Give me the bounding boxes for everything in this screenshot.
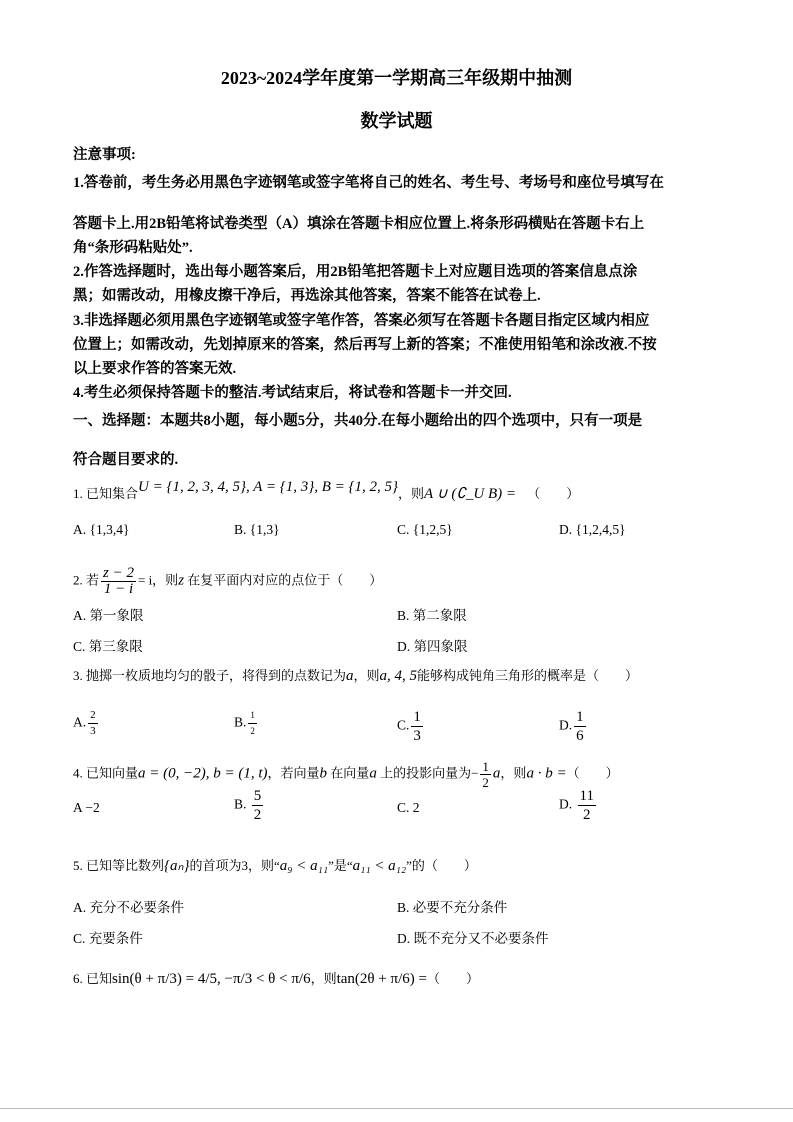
denominator: 2 (582, 807, 591, 823)
denominator: 2 (482, 775, 489, 790)
answer-paren: （ ） (527, 486, 580, 501)
q3-option-b (234, 708, 259, 739)
q4-option-c: C. 2 (397, 800, 420, 815)
q6-target: tan(2θ + π/6) = (336, 971, 428, 987)
q1-stem: 1. 已知集合 (73, 486, 139, 501)
q2-option-a: A. 第一象限 (73, 608, 144, 623)
q2-stem: 2. 若 (73, 572, 100, 588)
option-value: −2 (85, 800, 100, 815)
numerator: 1 (248, 708, 257, 724)
q2-eq: = i，则 (137, 572, 179, 588)
note-line: 以上要求作答的答案无效. (73, 361, 237, 377)
q3-option-a (73, 708, 100, 739)
page-bottom-divider (0, 1108, 793, 1109)
option-label: B. (234, 714, 247, 730)
question-6 (73, 970, 479, 988)
q5-mid: 的首项为3，则“ (189, 858, 280, 873)
answer-paren: （ ） (427, 971, 480, 986)
answer-paren: （ ） (566, 765, 619, 781)
q2-option-c: C. 第三象限 (73, 639, 143, 654)
q6-stem: 6. 已知 (73, 971, 113, 986)
q2-option-b: B. 第二象限 (397, 608, 467, 623)
q4-dot: a · b = (526, 765, 567, 782)
exam-title: 2023~2024学年度第一学期高三年级期中抽测 (220, 68, 573, 88)
q5-rest: ”的（ ） (406, 858, 477, 873)
q4-option-a (73, 800, 100, 816)
question-4 (73, 759, 619, 790)
q3-option-c (397, 708, 425, 745)
denominator: 6 (576, 728, 584, 744)
section-heading: 符合题目要求的. (73, 452, 179, 468)
question-3 (73, 667, 638, 685)
note-line: 2.作答选择题时，选出每小题答案后，用2B铅笔把答题卡上对应题目选项的答案信息点涂 (73, 264, 638, 280)
q1-option-d: D. {1,2,4,5} (559, 522, 626, 537)
q6-condition: sin(θ + π/3) = 4/5, −π/3 < θ < π/6 (112, 971, 311, 987)
q4-mid: ，若向量 (267, 765, 320, 781)
q5-mid2: ”是“ (328, 858, 353, 873)
q1-option-a: A. {1,3,4} (73, 522, 130, 537)
question-5 (73, 857, 477, 875)
q4-mid4: ，则 (500, 765, 527, 781)
note-line: 角“条形码粘贴处”. (73, 240, 193, 256)
q5-option-b: B. 必要不充分条件 (397, 900, 508, 915)
numerator: 11 (579, 788, 594, 804)
option-label: A. (73, 714, 87, 730)
question-1 (73, 479, 580, 503)
q2-z: z (178, 572, 185, 589)
q1-math: U = {1, 2, 3, 4, 5}, A = {1, 3}, B = {1, 2, 5} (138, 479, 398, 495)
q6-mid: ，则 (310, 971, 337, 986)
q5-option-c: C. 充要条件 (73, 931, 143, 946)
question-2 (73, 566, 382, 597)
note-line: 4.考生必须保持答题卡的整洁.考试结束后，将试卷和答题卡一并交回. (73, 385, 512, 401)
q5-option-d: D. 既不充分又不必要条件 (397, 931, 549, 946)
numerator: 1 (482, 759, 489, 774)
q1-math2: A ∪ (∁_U B) = (424, 486, 517, 502)
q5-stem: 5. 已知等比数列 (73, 858, 165, 873)
q4-mid3: 上的投影向量为 (376, 765, 472, 781)
numerator: 2 (88, 708, 98, 724)
q3-mid: ，则 (353, 668, 380, 683)
q1-option-b: B. {1,3} (234, 522, 280, 537)
q2-denominator: 1 − i (103, 581, 134, 597)
q4-a: a (369, 765, 377, 782)
q3-math: a, 4, 5 (379, 668, 418, 684)
note-line: 3.非选择题必须用黑色字迹钢笔或签字笔作答，答案必须写在答题卡各题目指定区域内相应 (73, 313, 650, 329)
q3-stem: 3. 抛掷一枚质地均匀的骰子，将得到的点数记为 (73, 668, 347, 683)
denominator: 3 (90, 725, 96, 737)
option-label: D. (559, 717, 573, 733)
note-line: 答题卡上.用2B铅笔将试卷类型（A）填涂在答题卡相应位置上.将条形码横贴在答题卡右上 (73, 216, 645, 232)
q2-option-d: D. 第四象限 (397, 639, 468, 654)
q4-neg: − (471, 765, 479, 781)
q4-a2: a (492, 765, 501, 782)
option-label: C. (397, 717, 410, 733)
q4-option-d (559, 787, 598, 824)
q4-mid2: 在向量 (327, 765, 370, 781)
notes-heading: 注意事项: (73, 147, 136, 163)
q5-cond2: a₁₁ < a₁₂ (352, 858, 407, 874)
denominator: 2 (250, 726, 255, 736)
option-label: D. (559, 796, 573, 812)
q4-b: b (319, 765, 328, 782)
note-line: 位置上；如需改动，先划掉原来的答案，然后再写上新的答案；不准使用铅笔和涂改液.不按 (73, 337, 657, 353)
exam-subtitle: 数学试题 (360, 111, 433, 131)
option-label: B. (234, 796, 247, 812)
q5-cond1: a₉ < a₁₁ (279, 858, 329, 874)
q5-seq: {aₙ} (164, 858, 190, 874)
denominator: 3 (413, 728, 421, 744)
q3-a: a (346, 668, 354, 684)
section-heading: 一、选择题：本题共8小题，每小题5分，共40分.在每小题给出的四个选项中，只有一项是 (73, 413, 643, 429)
numerator: 1 (413, 709, 421, 725)
numerator: 1 (576, 709, 584, 725)
q5-option-a: A. 充分不必要条件 (73, 900, 184, 915)
denominator: 2 (253, 807, 262, 823)
q1-option-c: C. {1,2,5} (397, 522, 453, 537)
q2-rest: 在复平面内对应的点位于（ ） (184, 572, 383, 588)
q3-option-d (559, 708, 588, 745)
q3-rest: 能够构成钝角三角形的概率是（ ） (417, 668, 639, 683)
q4-option-b (234, 787, 265, 824)
note-line: 黑；如需改动，用橡皮擦干净后，再选涂其他答案，答案不能答在试卷上. (73, 288, 541, 304)
option-label: A (73, 800, 83, 815)
q1-mid: ，则 (398, 486, 425, 501)
note-line: 1.答卷前，考生务必用黑色字迹钢笔或签字笔将自己的姓名、考生号、考场号和座位号填写在 (73, 175, 664, 191)
numerator: 5 (253, 788, 262, 804)
q2-numerator: z − 2 (103, 565, 134, 581)
q4-stem: 4. 已知向量 (73, 765, 139, 781)
q4-math: a = (0, −2), b = (1, t) (138, 765, 268, 782)
